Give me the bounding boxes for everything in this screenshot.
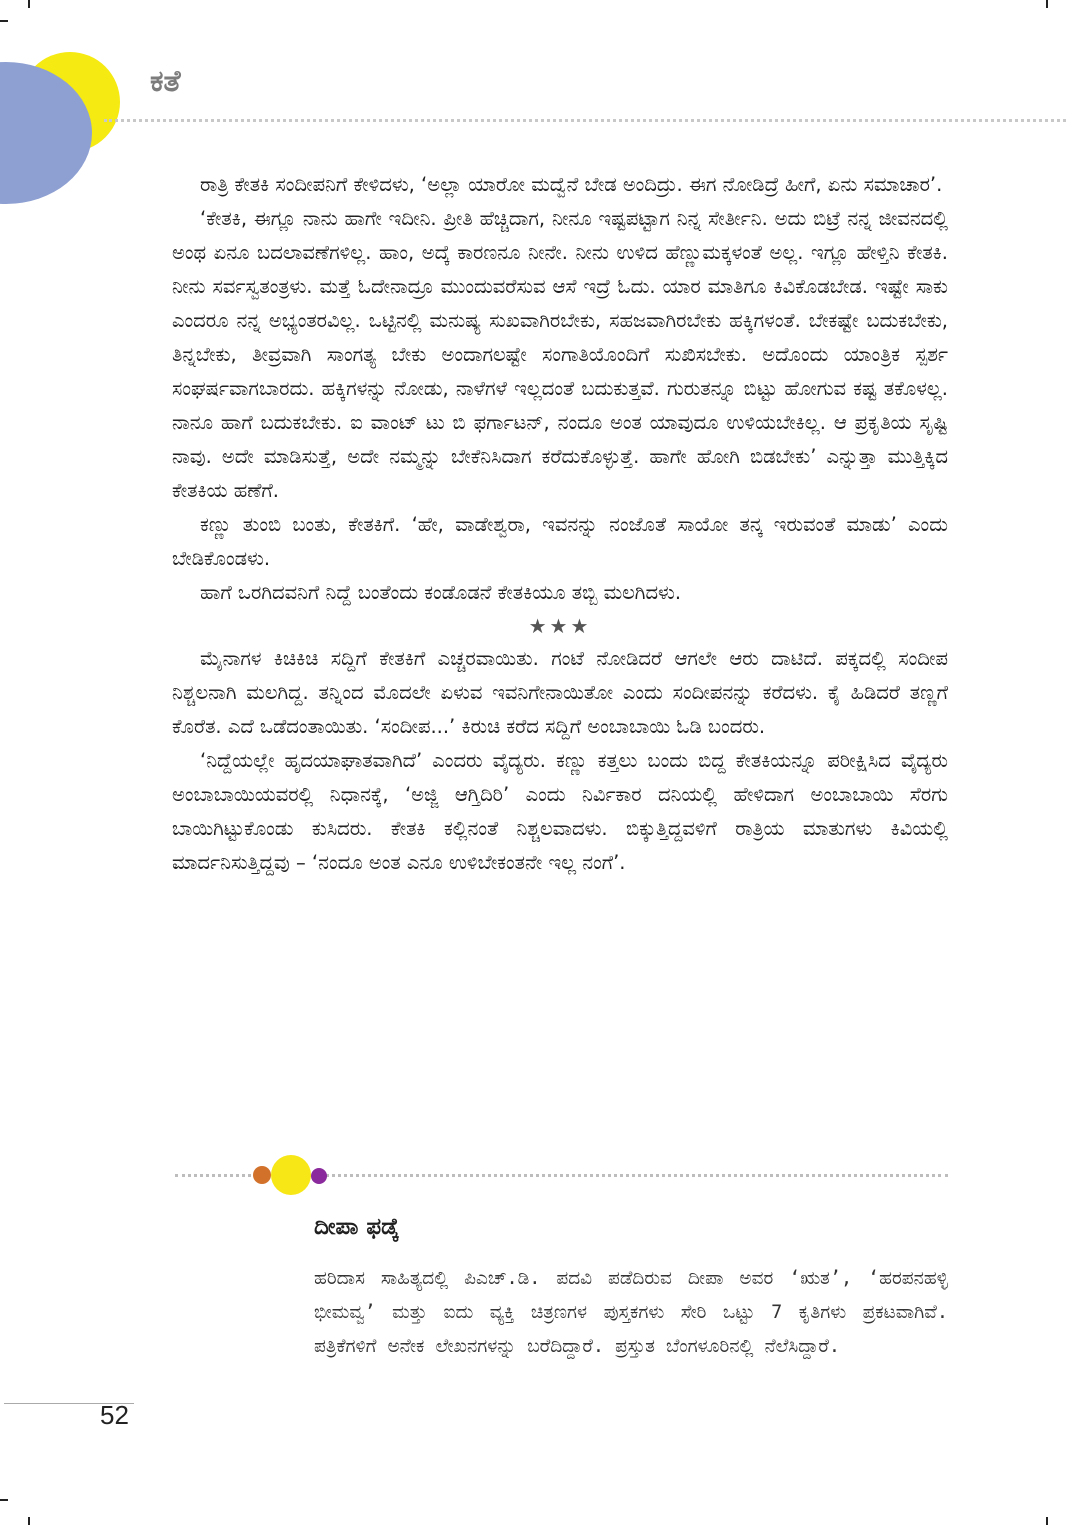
- crop-mark-top-right: [1046, 0, 1048, 8]
- decorative-orange-dot: [253, 1166, 271, 1184]
- author-bio: ಹರಿದಾಸ ಸಾಹಿತ್ಯದಲ್ಲಿ ಪಿಎಚ್.ಡಿ. ಪದವಿ ಪಡೆದಿರುವ ದೀಪಾ ಅವರ ‘ಋತ’, ‘ಹರಪನಹಳ್ಳಿ ಭೀಮವ್ವ’ ಮತ್ತು ಐದು ವ್ಯಕ್ತಿ ಚಿತ್ರಣಗಳ ಪುಸ್ತಕಗಳು ಸೇರಿ ಒಟ್ಟು 7 ಕೃತಿಗಳು ಪ್ರಕಟವಾಗಿವೆ. ಪತ್ರಿಕೆಗಳಿಗೆ ಅನೇಕ ಲೇಖನಗಳನ್ನು ಬರೆದಿದ್ದಾರೆ. ಪ್ರಸ್ತುತ ಬೆಂಗಳೂರಿನಲ್ಲಿ ನೆಲೆಸಿದ್ದಾರೆ.: [314, 1268, 948, 1357]
- story-paragraph: ‘ನಿದ್ದೆಯಲ್ಲೇ ಹೃದಯಾಘಾತವಾಗಿದೆ’ ಎಂದರು ವೈದ್ಯರು. ಕಣ್ಣು ಕತ್ತಲು ಬಂದು ಬಿದ್ದ ಕೇತಕಿಯನ್ನೂ ಪರೀಕ್ಷಿಸಿದ ವೈದ್ಯರು ಅಂಬಾಬಾಯಿಯವರಲ್ಲಿ ನಿಧಾನಕ್ಕೆ, ‘ಅಜ್ಜಿ ಆಗ್ತಿದಿರಿ’ ಎಂದು ನಿರ್ವಿಕಾರ ದನಿಯಲ್ಲಿ ಹೇಳಿದಾಗ ಅಂಬಾಬಾಯಿ ಸೆರಗು ಬಾಯಿಗಿಟ್ಟುಕೊಂಡು ಕುಸಿದರು. ಕೇತಕಿ ಕಲ್ಲಿನಂತೆ ನಿಶ್ಚಲವಾದಳು. ಬಿಕ್ಕುತ್ತಿದ್ದವಳಿಗೆ ರಾತ್ರಿಯ ಮಾತುಗಳು ಕಿವಿಯಲ್ಲಿ ಮಾರ್ದನಿಸುತ್ತಿದ್ದವು – ‘ನಂದೂ ಅಂತ ಎನೂ ಉಳಿಬೇಕಂತನೇ ಇಲ್ಲ ನಂಗೆ’.: [172, 749, 948, 874]
- section-separator: ★★★: [528, 614, 592, 638]
- story-paragraph: ಮೈನಾಗಳ ಕಿಚಿಕಿಚಿ ಸದ್ದಿಗೆ ಕೇತಕಿಗೆ ಎಚ್ಚರವಾಯಿತು. ಗಂಟೆ ನೋಡಿದರೆ ಆಗಲೇ ಆರು ದಾಟಿದೆ. ಪಕ್ಕದಲ್ಲಿ ಸಂದೀಪ ನಿಶ್ಚಲನಾಗಿ ಮಲಗಿದ್ದ. ತನ್ನಿಂದ ಮೊದಲೇ ಏಳುವ ಇವನಿಗೇನಾಯಿತೋ ಎಂದು ಸಂದೀಪನನ್ನು ಕರೆದಳು. ಕೈ ಹಿಡಿದರೆ ತಣ್ಣಗೆ ಕೊರೆತ. ಎದೆ ಒಡೆದಂತಾಯಿತು. ‘ಸಂದೀಪ...’ ಕಿರುಚಿ ಕರೆದ ಸದ್ದಿಗೆ ಅಂಬಾಬಾಯಿ ಓಡಿ ಬಂದರು.: [172, 647, 949, 738]
- page-number: 52: [100, 1400, 129, 1430]
- story-body: [172, 168, 948, 880]
- author-name: ದೀಪಾ ಫಡ್ಕೆ: [314, 1214, 399, 1240]
- crop-mark-bottom-right: [1046, 1517, 1048, 1525]
- section-title: ಕತೆ: [150, 64, 181, 99]
- crop-mark-left-top: [0, 20, 8, 22]
- decorative-purple-dot: [311, 1168, 327, 1184]
- crop-mark-top-left: [28, 0, 30, 8]
- decorative-yellow-dot: [271, 1155, 311, 1195]
- story-paragraph: ಹಾಗೆ ಒರಗಿದವನಿಗೆ ನಿದ್ದೆ ಬಂತೆಂದು ಕಂಡೊಡನೆ ಕೇತಕಿಯೂ ತಬ್ಬಿ ಮಲಗಿದಳು.: [200, 581, 682, 604]
- story-paragraph: ‘ಕೇತಕಿ, ಈಗ್ಲೂ ನಾನು ಹಾಗೇ ಇದೀನಿ. ಪ್ರೀತಿ ಹೆಚ್ಚಿದಾಗ, ನೀನೂ ಇಷ್ಟಪಟ್ಟಾಗ ನಿನ್ನ ಸೇರ್ತೀನಿ. ಅದು ಬಿಟ್ರೆ ನನ್ನ ಜೀವನದಲ್ಲಿ ಅಂಥ ಏನೂ ಬದಲಾವಣೆಗಳಿಲ್ಲ. ಹಾಂ, ಅದ್ಕೆ ಕಾರಣನೂ ನೀನೇ. ನೀನು ಉಳಿದ ಹೆಣ್ಣುಮಕ್ಕಳಂತೆ ಅಲ್ಲ. ಇಗ್ಲೂ ಹೇಳ್ತಿನಿ ಕೇತಕಿ. ನೀನು ಸರ್ವಸ್ವತಂತ್ರಳು. ಮತ್ತೆ ಓದೇನಾದ್ರೂ ಮುಂದುವರೆಸುವ ಆಸೆ ಇದ್ರೆ ಓದು. ಯಾರ ಮಾತಿಗೂ ಕಿವಿಕೊಡಬೇಡ. ಇಷ್ಟೇ ಸಾಕು ಎಂದರೂ ನನ್ನ ಅಭ್ಯಂತರವಿಲ್ಲ. ಒಟ್ಟಿನಲ್ಲಿ ಮನುಷ್ಯ ಸುಖವಾಗಿರಬೇಕು, ಸಹಜವಾಗಿರಬೇಕು ಹಕ್ಕಿಗಳಂತೆ. ಬೇಕಷ್ಟೇ ಬದುಕಬೇಕು, ತಿನ್ನಬೇಕು, ತೀವ್ರವಾಗಿ ಸಾಂಗತ್ಯ ಬೇಕು ಅಂದಾಗಲಷ್ಟೇ ಸಂಗಾತಿಯೊಂದಿಗೆ ಸುಖಿಸಬೇಕು. ಅದೊಂದು ಯಾಂತ್ರಿಕ ಸ್ಪರ್ಶ ಸಂಘರ್ಷವಾಗಬಾರದು. ಹಕ್ಕಿಗಳನ್ನು ನೋಡು, ನಾಳೆಗಳೆ ಇಲ್ಲದಂತೆ ಬದುಕುತ್ತವೆ. ಗುರುತನ್ನೂ ಬಿಟ್ಟು ಹೋಗುವ ಕಷ್ಟ ತಕೊಳಲ್ಲ. ನಾನೂ ಹಾಗೆ ಬದುಕಬೇಕು. ಐ ವಾಂಟ್ ಟು ಬಿ ಫರ್ಗಾಟನ್, ನಂದೂ ಅಂತ ಯಾವುದೂ ಉಳಿಯಬೇಕಿಲ್ಲ. ಆ ಪ್ರಕೃತಿಯ ಸೃಷ್ಟಿ ನಾವು. ಅದೇ ಮಾಡಿಸುತ್ತೆ, ಅದೇ ನಮ್ಮನ್ನು ಬೇಕೆನಿಸಿದಾಗ ಕರೆದುಕೊಳ್ಳುತ್ತೆ. ಹಾಗೇ ಹೋಗಿ ಬಿಡಬೇಕು’ ಎನ್ನುತ್ತಾ ಮುತ್ತಿಕ್ಕಿದ ಕೇತಕಿಯ ಹಣೆಗೆ.: [172, 207, 948, 502]
- story-paragraph: ರಾತ್ರಿ ಕೇತಕಿ ಸಂದೀಪನಿಗೆ ಕೇಳಿದಳು, ‘ಅಲ್ಲಾ ಯಾರೋ ಮದ್ವೆನೆ ಬೇಡ ಅಂದಿದ್ರು. ಈಗ ನೋಡಿದ್ರೆ ಹೀಗೆ, ಏನು ಸಮಾಚಾರ’.: [200, 173, 943, 196]
- crop-mark-bottom-left: [28, 1517, 30, 1525]
- story-paragraph: ಕಣ್ಣು ತುಂಬಿ ಬಂತು, ಕೇತಕಿಗೆ. ‘ಹೇ, ವಾಡೇಶ್ವರಾ, ಇವನನ್ನು ನಂಜೊತೆ ಸಾಯೋ ತನ್ಕ ಇರುವಂತೆ ಮಾಡು’ ಎಂದು ಬೇಡಿಕೊಂಡಳು.: [172, 513, 948, 570]
- header-dotted-divider: [104, 119, 1066, 122]
- crop-mark-left-bottom: [0, 1499, 8, 1501]
